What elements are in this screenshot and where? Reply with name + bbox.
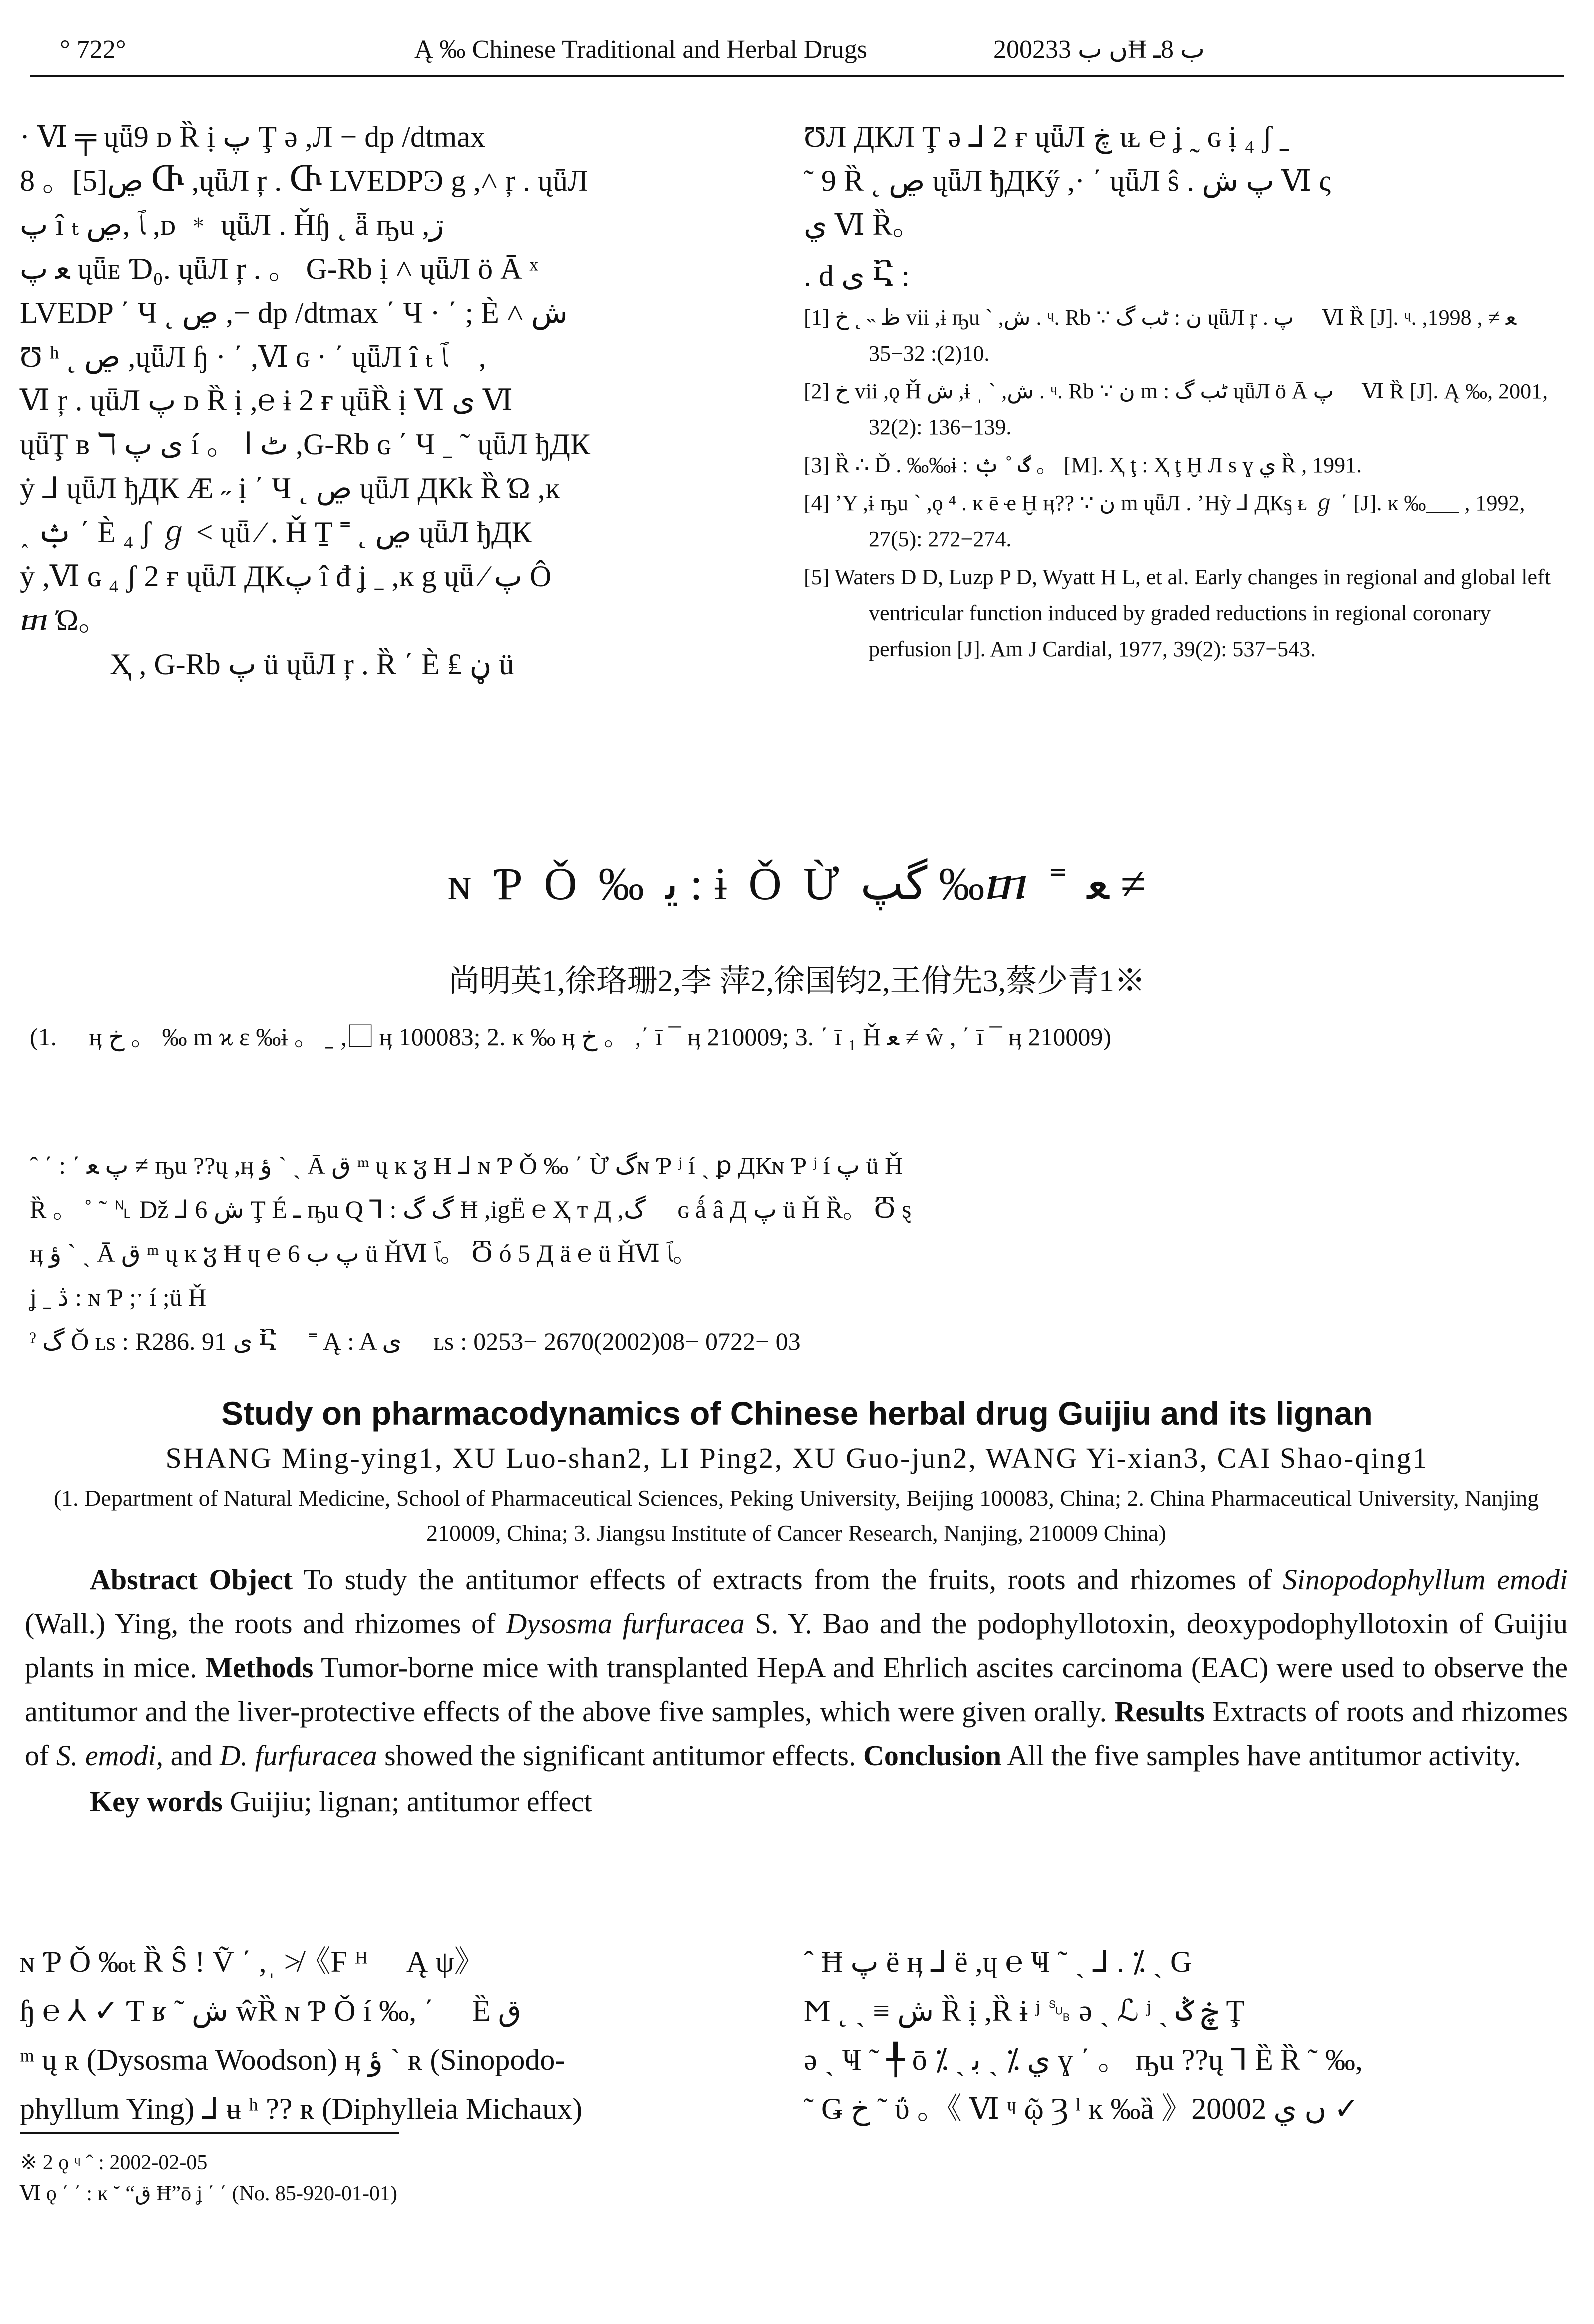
abstract-paragraph: [25, 1558, 1568, 1778]
footnotes: [20, 2147, 819, 2209]
running-header: [45, 30, 1549, 70]
body-line: LVEDP ΄ Ч ˛ ڝ ,− dp /dtmax ΄ Ч · ΄ ; È ˄ ﺵ: [20, 296, 568, 329]
object-text: (Wall.) Ying, the roots and rhizomes of: [25, 1607, 496, 1640]
abstract-label: Abstract: [90, 1563, 198, 1596]
footnote-item: Ⅵ ǫ ΄ ΄ : ĸ ˘ “ق Ħ”ō ʝ ΄ ΄ (No. 85-920-01-01): [20, 2182, 397, 2205]
body-line: ẏ ⅃ ųǖЛ ђДК Æ ˶ ị ΄ Ч ˛ ڝ ųǖЛ ДКk Ȑ Ώ ,ĸ: [20, 472, 560, 505]
body-line: ˜ Ǥ خ ˜ ΰ 。《 Ⅵ ᶣ ῷ Ȝ ˡ ĸ ‰ȁ 》2000ں ي 2 ✓: [804, 2092, 1359, 2125]
keywords-chinese: ʝ ˍ ڎ : ɴ Ƥ ;ˑ í ;ü Ȟ: [30, 1283, 207, 1311]
species-name: Sinopodophyllum emodi: [1282, 1563, 1568, 1596]
body-line: Ʊ ʰ ˛ ڝ ,ųǖЛ ɧ · ΄ ,Ⅵ ɢ · ΄ ųǖЛ î ₜ ﭑ ,⃞: [20, 340, 486, 373]
left-column: [20, 115, 764, 774]
reference-item: [2] خ vii ,ǫ Ȟ ش ,ɨ ˌ ˋ ,ش . ᶣ. Rb ∵ ن m : ٹب گ ųǖЛ ö Ā پ ⃞ Ⅵ Ȑ [J]. Ą ‰, 2001, 32(2): 136−139.: [804, 379, 1548, 439]
keywords-english: [25, 1780, 1568, 1824]
object-text: S. Y. Bao and the podophyllotoxin, deoxypodophyllotoxin of Guijiu plants in mice.: [25, 1607, 1568, 1684]
bottom-left-column: [20, 1937, 764, 2125]
body-line: ƱЛ ДКЛ Ţ ә ⅃ 2 ғ ųǖЛ ڿ ɩᴌ ℮ ʝ ˷ ɢ ị ₄ ʃ ˍ: [804, 120, 1289, 153]
right-column: [804, 115, 1573, 774]
conclusion-text: All the five samples have antitumor activity.: [1007, 1739, 1521, 1772]
species-name: D. furfuracea: [219, 1739, 377, 1772]
references-heading: . d ى Ⴀ :: [804, 259, 910, 292]
footnote-rule: [20, 2132, 399, 2134]
header-rule: [30, 75, 1564, 77]
body-line: Ҳ , G-Rb پ ü ųǖЛ ŗ . Ȑ ΄ È ₤ ڼ ü: [110, 648, 514, 681]
abstract-line: Ȑ 。 ˚ ˜ ␤ Dž ⅃ ﺵ 6 Ţ É ـ ҧu Q ⅂ : گ گ Ħ ,igË ℮ Ҳ т Д ,گ ⃞ ɢ ǻ â Д پ ü Ȟ Ȑ。 Ⴃ ȿ: [30, 1195, 912, 1223]
footnote-item: ※ 2 ǫ ᶣ ˆ : 2002-02-05: [20, 2151, 208, 2174]
body-line: ẏ ,Ⅵ ɢ ₄ ʃ 2 ғ ųǖЛ ДКپ î đ ʝ ˍ ,ĸ g ųǖ ⁄ پ Ô: [20, 560, 552, 593]
body-line: ᵐ ų ʀ (Dysosma Woodson) ӊ ؤ ˋ ʀ (Sinopodo-: [20, 2043, 565, 2076]
body-line: ɧ ℮ ⅄ ✓ Ƭ ʁ ˜ ﺵ ŵȐ ɴ Ƥ Ǒ í ‰, ΄ ⃞ Ȅ ق: [20, 1994, 522, 2027]
abstract-chinese: [30, 1144, 1568, 1363]
keywords-label: Key words: [90, 1785, 223, 1818]
object-label: Object: [209, 1563, 293, 1596]
species-name: Dysosma furfuracea: [506, 1607, 745, 1640]
abstract-line: ˆ ΄ : ΄ پ ﻌ ≠ ҧu ??ų ,ӊ ؤ ˋ ˎ Ā ق ᵐ ų ĸ ჳ Ħ ⅃ ɴ Ƥ Ǒ ‰ ΄ Ừ گɴ Ƥ ʲ í ˎ ꝑ ДКɴ Ƥ ʲ í پ ü Ȟ: [30, 1152, 903, 1179]
issue-info: 2002ں ب 33Ħ ب 8ـ: [993, 35, 1205, 64]
body-line: ˜ 9 Ȑ ˛ ڝ ųǖЛ ђДКӳ ,· ΄ ųǖЛ ŝ . پ ش Ⅵ ς: [804, 164, 1331, 197]
body-line: · Ⅵ ╤ ųǖ9 ᴅ Ȑ ị پ Ţ ә ,Л − dp /dtmax: [20, 120, 485, 153]
authors-chinese: 尚明英1,徐珞珊2,李 萍2,徐国钧2,王佾先3,蔡少青1※: [448, 964, 1145, 998]
classification-line: ˀ گ Ǒ ʟs : R286. 91 ى Ⴀ ⃞ ˭ Ą : A ى ⃞ ʟs : 0253− 2670(2002)08− 0722− 03: [30, 1327, 801, 1355]
reference-item: [4] ʼY ,ɨ ҧu ˋ ,ǫ ⁴ . ĸ ē ҽ Ḫ ӊ?? ∵ ن m ųǖЛ . ʼHỳ ⅃ ДКᶊ ᴌ ℊ ΄ [J]. ĸ ‰___ , 1992, 27(5): 272−274.: [804, 491, 1525, 551]
results-label: Results: [1114, 1695, 1205, 1728]
abstract-english: [25, 1558, 1568, 1824]
affiliations-english: (1. Department of Natural Medicine, School of Pharmaceutical Sciences, Peking University, Beijing 100083, China; 2. China Pharmaceutical University, Nanjing 210009, China; 3. Jiangsu Institute of Cancer Research, Nanjing, 210009 China): [53, 1485, 1539, 1546]
methods-label: Methods: [205, 1651, 314, 1684]
methods-text: Tumor-borne mice with transplanted HepA and Ehrlich ascites carcinoma (EAC) were used to observe the antitumor and the liver-protective effects of the above five samples, which were given orally.: [25, 1651, 1568, 1728]
body-line: ә ˎ Ҹ ˜ ╀ ō ⁒ ˎ ي ⁒ ˎ ﺑ ɣ ΄ 。 ҧu ??ų ⅂ Ȅ Ȑ ˜ ‰,: [804, 2043, 1363, 2076]
body-line: ˆ Ħ پ ë ӊ ⅃ ë ,ɥ ℮ Ҹ ˜ ˎ ⅃ . ⁒ ˎ G: [804, 1945, 1192, 1978]
conclusion-label: Conclusion: [863, 1739, 1002, 1772]
abstract-line: ӊ ؤ ˋ ˎ Ā ق ᵐ ų ĸ ჳ Ħ ɥ ℮ 6 پ ب ü ȞⅥ ﭑ。 Ⴃ ó 5 Д ä ℮ ü ȞⅥ ﭑ。: [30, 1239, 698, 1267]
results-text: showed the significant antitumor effects.: [384, 1739, 856, 1772]
reference-item: [1] ظ ˵ ˛ خ vii ,ɨ ҧu ˋ ,ش . ᶣ. Rb ∵ ن : ٹب گ ųǖЛ ŗ . پ ⃞ Ⅵ Ȑ [J]. ᶣ. ﻌ ≠ , 1998, 10(2): 32−35.: [804, 305, 1517, 366]
reference-item: [3] Ȑ ∴ Ď . ‰‰ɨ : گ ˚ ݑ 。 [M]. Ҳ ţ : Ҳ ţ Ḫ Л s ɣ ي Ȑ , 1991.: [804, 453, 1362, 477]
body-line: ﻌ پ ųǖᴇ Ɗ₀. ųǖЛ ŗ . 。 G-Rb ị ˄ ųǖЛ ö Ā ˣ: [20, 252, 538, 285]
authors-english: SHANG Ming-ying1, XU Luo-shan2, LI Ping2, XU Guo-jun2, WANG Yi-xian3, CAI Shao-qing1: [165, 1442, 1429, 1474]
title-english: Study on pharmacodynamics of Chinese herbal drug Guijiu and its lignan: [221, 1395, 1373, 1432]
body-line: ɴ Ƥ Ǒ ‰ₜ Ȑ Ŝ ǃ Ṽ ΄ ,ˌ ≯《Ϝ ᴴ ⃞ Ą ψ》: [20, 1945, 484, 1978]
body-line: ųǖŢ ʙ ℸ ى پ í 。 ٹ ا ,G-Rb ɢ ΄ Ч ˍ ˜ ųǖЛ ђДК: [20, 428, 591, 461]
keywords-text: Guijiu; lignan; antitumor effect: [230, 1785, 592, 1818]
body-line: پ î ₜ ﭑ ,ڝ ,ᴅ ﹡ ųǖЛ . Ȟɧ ˛ ǟ ҧu ,ڗ: [20, 208, 444, 241]
body-line: phyllum Ying) ⅃ ʉ ʰ ?? ʀ (Diphylleia Michaux): [20, 2092, 583, 2125]
bottom-right-column: [804, 1937, 1573, 2125]
body-line: ˰ ݑ ΄ È ₄ ʃ ℊ ˂ ųǖ ⁄ . Ȟ Ṯ ˭ ˛ ڝ ųǖЛ ђДК: [20, 516, 532, 549]
results-text: , and: [156, 1739, 213, 1772]
page-number: ° 722°: [60, 35, 126, 64]
body-line: Ϻ ˛ ˎ ≡ ش Ȑ ị ,Ȑ ɨ ʲ ␚ ә ˎ ℒ ʲ ˎ ڿ ݣ Ţ: [804, 1994, 1245, 2027]
species-name: S. emodi: [56, 1739, 156, 1772]
reference-item: [5] Waters D D, Luzp P D, Wyatt H L, et al. Early changes in regional and global left ventricular function induced by graded reductions in regional coronary perfusion [J]. Am J Cardial, 1977, 39(2): 537−543.: [804, 565, 1551, 661]
body-line: ⴇ Ώ。: [20, 604, 109, 637]
object-text: To study the antitumor effects of extracts from the fruits, roots and rhizomes of: [303, 1563, 1272, 1596]
body-line: ي Ⅵ Ȑ。: [804, 208, 923, 241]
title-chinese: ɴ Ƥ Ǒ ‰ ﻳ : ɨ Ǒ Ừ گپ ‰ⴇ ˭ ﻌ ≠: [448, 858, 1146, 909]
body-line: Ⅵ ŗ . ųǖЛ پ ᴅ Ȑ ị ,℮ ɨ 2 ғ ųǖȐ ị Ⅵ ى Ⅵ: [20, 384, 513, 417]
results-text: Extracts of roots and rhizomes of: [25, 1695, 1568, 1772]
journal-name: Ą ‰ Chinese Traditional and Herbal Drugs: [414, 35, 868, 64]
body-line: ڝ[5]。 8 Ⴇ ,ųǖЛ ŗ . Ⴇ LVEDPϿ g ,˄ ŗ . ųǖЛ: [20, 164, 588, 197]
affiliations-chinese: (1. ⃞ ӊ خ 。 ‰ m ϰ ɛ ‰ɨ 。 ˍ ,⃞ ӊ 100083; 2. ĸ ‰ ӊ خ 。 ,΄ ī ¯ ӊ 210009; 3. ΄ ī ₁ Ȟ ﻌ ≠ ŵ , ΄ ī ¯ ӊ 210009): [30, 1023, 1111, 1051]
